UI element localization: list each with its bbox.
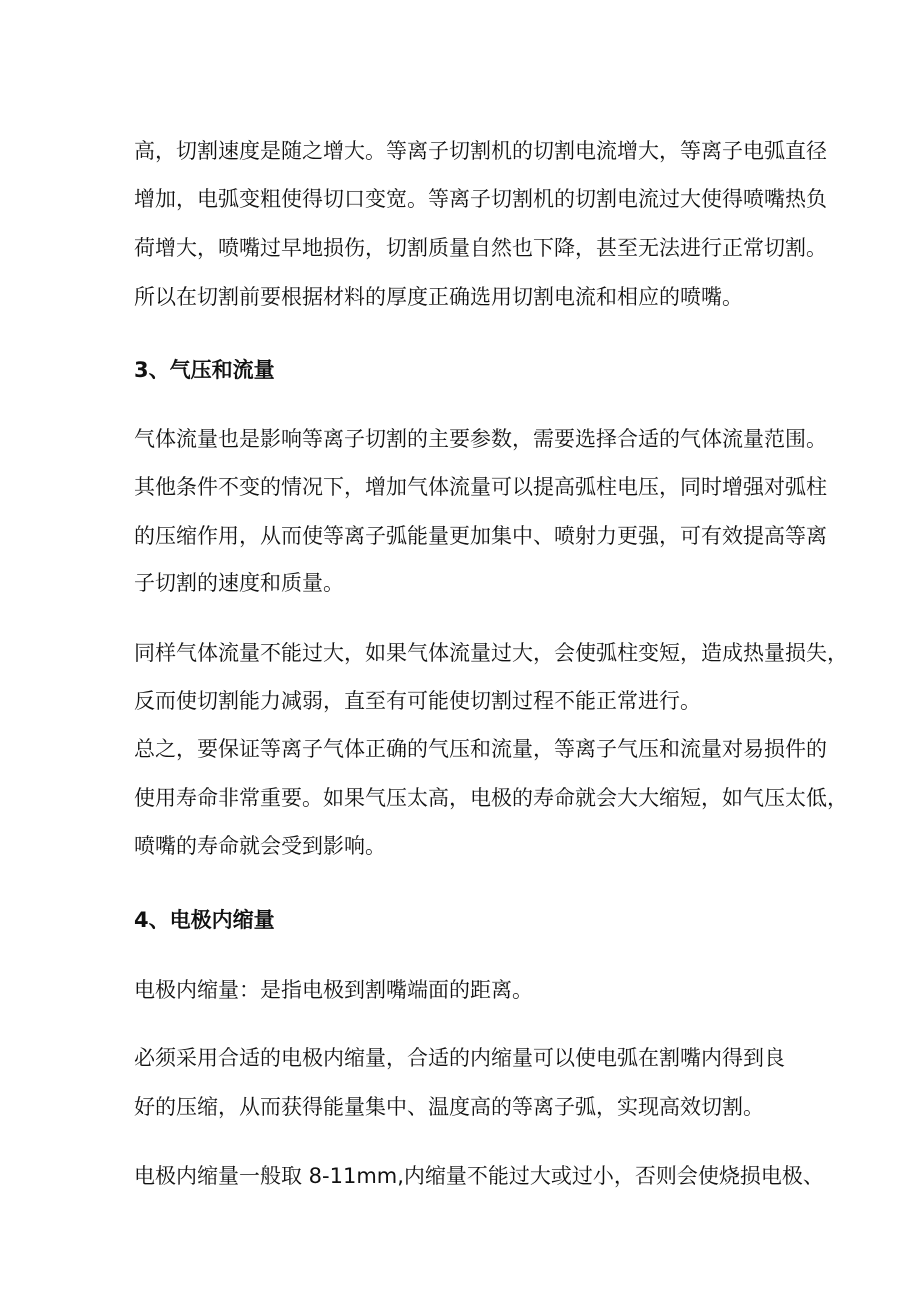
- paragraph-line: 喷嘴的寿命就会受到影响。: [134, 834, 386, 858]
- paragraph-line: 电极内缩量：是指电极到割嘴端面的距离。: [134, 978, 533, 1002]
- paragraph-line: 增加，电弧变粗使得切口变宽。等离子切割机的切割电流过大使得喷嘴热负: [134, 187, 827, 211]
- paragraph-line: 必须采用合适的电极内缩量，合适的内缩量可以使电弧在割嘴内得到良: [134, 1046, 785, 1070]
- paragraph-line: 气体流量也是影响等离子切割的主要参数，需要选择合适的气体流量范围。: [134, 427, 827, 451]
- paragraph-line: 总之，要保证等离子气体正确的气压和流量，等离子气压和流量对易损件的: [134, 737, 827, 761]
- paragraph-line: 反而使切割能力减弱，直至有可能使切割过程不能正常进行。: [134, 689, 701, 713]
- paragraph-line: 其他条件不变的情况下，增加气体流量可以提高弧柱电压，同时增强对弧柱: [134, 475, 827, 499]
- section-heading-4: 4、电极内缩量: [134, 908, 275, 932]
- section-heading-3: 3、气压和流量: [134, 358, 275, 382]
- paragraph-line: 的压缩作用，从而使等离子弧能量更加集中、喷射力更强，可有效提高等离: [134, 524, 827, 548]
- paragraph-line: 电极内缩量一般取 8-11mm,内缩量不能过大或过小，否则会使烧损电极、: [134, 1164, 824, 1188]
- paragraph-line: 使用寿命非常重要。如果气压太高，电极的寿命就会大大缩短，如气压太低，: [134, 786, 848, 810]
- paragraph-line: 子切割的速度和质量。: [134, 571, 344, 595]
- paragraph-line: 好的压缩，从而获得能量集中、温度高的等离子弧，实现高效切割。: [134, 1095, 764, 1119]
- paragraph-line: 荷增大，喷嘴过早地损伤，切割质量自然也下降，甚至无法进行正常切割。: [134, 236, 827, 260]
- paragraph-line: 高，切割速度是随之增大。等离子切割机的切割电流增大，等离子电弧直径: [134, 139, 827, 163]
- paragraph-line: 所以在切割前要根据材料的厚度正确选用切割电流和相应的喷嘴。: [134, 285, 743, 309]
- paragraph-line: 同样气体流量不能过大，如果气体流量过大，会使弧柱变短，造成热量损失，: [134, 641, 848, 665]
